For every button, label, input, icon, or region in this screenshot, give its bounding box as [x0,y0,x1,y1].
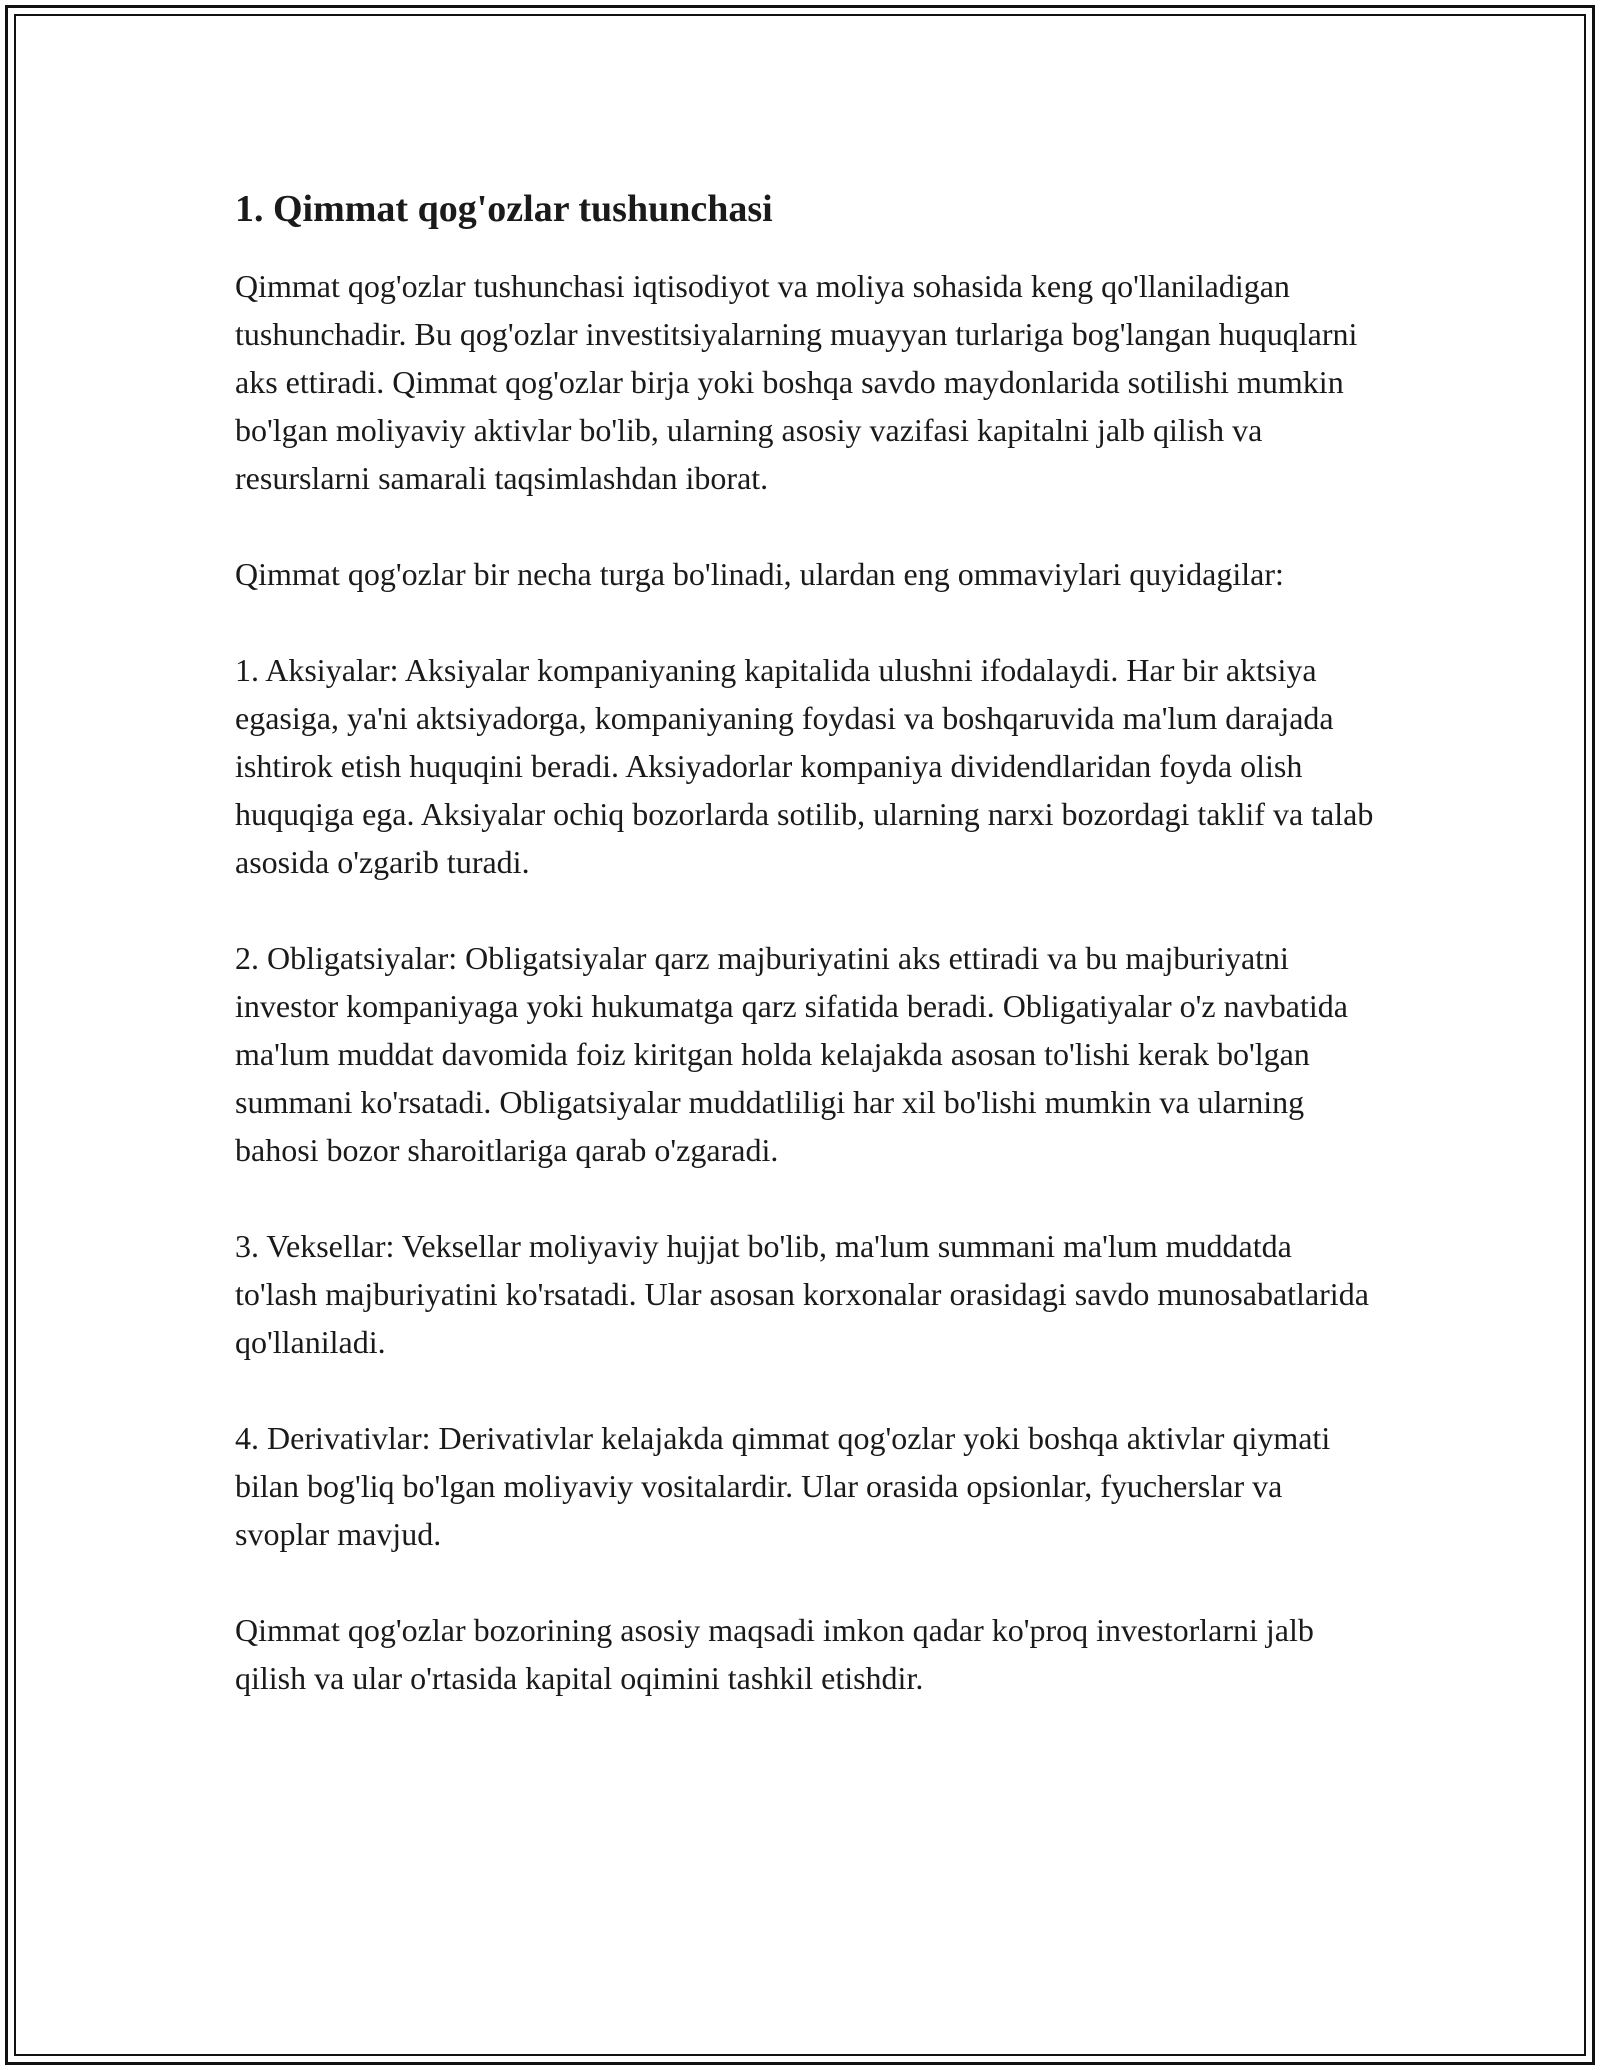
document-body [235,186,1375,1750]
paragraph-types-intro: Qimmat qog'ozlar bir necha turga bo'linadi, ulardan eng ommaviylari quyidagilar: [235,555,1284,592]
paragraph-veksellar: 3. Veksellar: Veksellar moliyaviy hujjat bo'lib, ma'lum summani ma'lum muddatda to'lash majburiyatini ko'rsatadi. Ular asosan korxonalar orasidagi savdo munosabatlarida qo'llaniladi. [235,1227,1369,1360]
paragraph-aksiyalar: 1. Aksiyalar: Aksiyalar kompaniyaning kapitalida ulushni ifodalaydi. Har bir aktsiya egasiga, ya'ni aktsiyadorga, kompaniyaning foydasi va boshqaruvida ma'lum darajada ishtirok etish huquqini beradi. Aksiyadorlar kompaniya dividendlaridan foyda olish huquqiga ega. Aksiyalar ochiq bozorlarda sotilib, ularning narxi bozordagi taklif va talab asosida o'zgarib turadi. [235,651,1374,880]
paragraph-intro: Qimmat qog'ozlar tushunchasi iqtisodiyot va moliya sohasida keng qo'llaniladigan tushunchadir. Bu qog'ozlar investitsiyalarning muayyan turlariga bog'langan huquqlarni aks ettiradi. Qimmat qog'ozlar birja yoki boshqa savdo maydonlarida sotilishi mumkin bo'lgan moliyaviy aktivlar bo'lib, ularning asosiy vazifasi kapitalni jalb qilish va resurslarni samarali taqsimlashdan iborat. [235,267,1358,496]
document-title: 1. Qimmat qog'ozlar tushunchasi [235,188,773,230]
paragraph-conclusion: Qimmat qog'ozlar bozorining asosiy maqsadi imkon qadar ko'proq investorlarni jalb qilish va ular o'rtasida kapital oqimini tashkil etishdir. [235,1611,1314,1696]
paragraph-derivativlar: 4. Derivativlar: Derivativlar kelajakda qimmat qog'ozlar yoki boshqa aktivlar qiymati bilan bog'liq bo'lgan moliyaviy vositalardir. Ular orasida opsionlar, fyucherslar va svoplar mavjud. [235,1419,1331,1552]
paragraph-obligatsiyalar: 2. Obligatsiyalar: Obligatsiyalar qarz majburiyatini aks ettiradi va bu majburiyatni investor kompaniyaga yoki hukumatga qarz sifatida beradi. Obligatiyalar o'z navbatida ma'lum muddat davomida foiz kiritgan holda kelajakda asosan to'lishi kerak bo'lgan summani ko'rsatadi. Obligatsiyalar muddatliligi har xil bo'lishi mumkin va ularning bahosi bozor sharoitlariga qarab o'zgaradi. [235,939,1348,1168]
